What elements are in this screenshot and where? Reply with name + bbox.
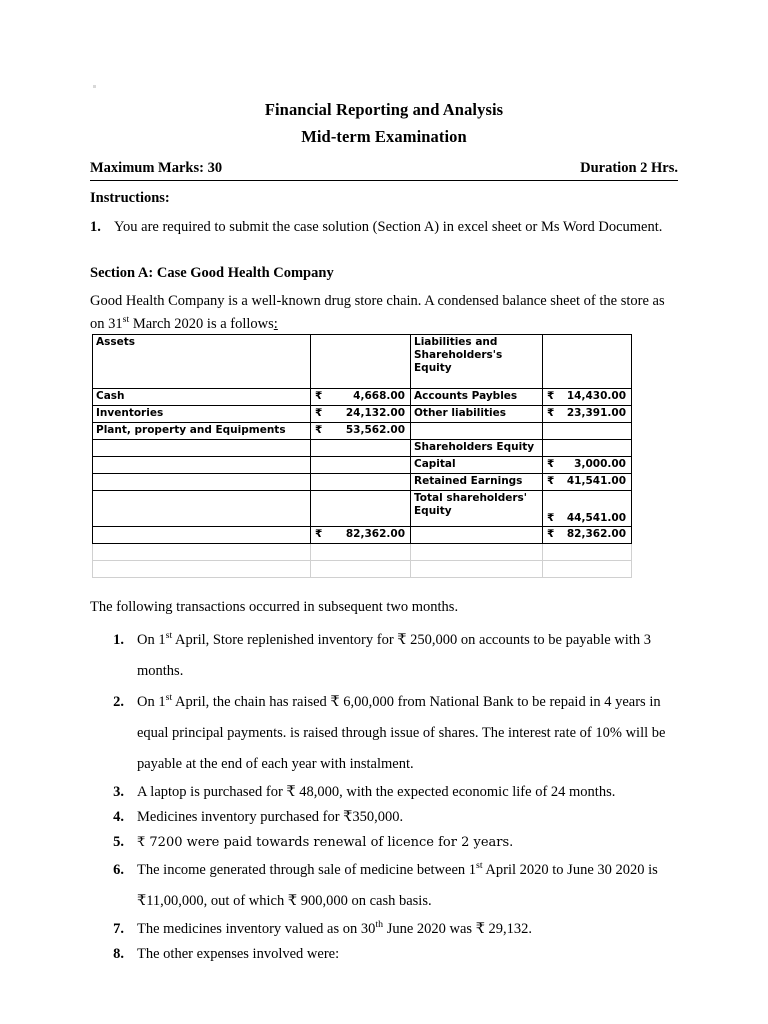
- list-item-number: 6.: [113, 862, 124, 878]
- blank-cell: [411, 544, 543, 561]
- liability-amount-value: 23,391.00: [566, 407, 626, 419]
- asset-label-cell: Plant, property and Equipments: [93, 423, 311, 440]
- blank-cell: [311, 544, 411, 561]
- liability-label-cell: Capital: [411, 457, 543, 474]
- list-item-text-b: April, the chain has raised ₹ 6,00,000 from National Bank to be repaid in 4 years in equal principal payments. is raised through issue of shares. The interest rate of 10% will be payable at the end of each year with instalment.: [137, 694, 666, 772]
- list-item-text-a: On 1: [137, 632, 166, 648]
- asset-label-cell: Cash: [93, 389, 311, 406]
- list-item: [90, 855, 678, 917]
- rupee-icon: ₹: [315, 390, 323, 402]
- document-title-block: [90, 96, 678, 150]
- table-row-totals: [93, 527, 632, 544]
- total-liabilities-amount-cell: [543, 527, 632, 544]
- asset-amount-cell: [311, 491, 411, 527]
- asset-amount-value: 24,132.00: [345, 407, 405, 419]
- assets-amount-header-cell: [311, 335, 411, 389]
- total-shareholders-equity-label: Total shareholders' Equity: [411, 491, 543, 527]
- table-row-header: [93, 335, 632, 389]
- rupee-icon: ₹: [547, 512, 555, 524]
- list-item-text-a: The income generated through sale of medicine between 1: [137, 862, 477, 878]
- table-row: [93, 440, 632, 457]
- liability-label-cell: [411, 423, 543, 440]
- list-item: [90, 780, 678, 805]
- marks-duration-row: [90, 159, 678, 177]
- transactions-list: [90, 625, 678, 967]
- list-item-ordinal: st: [165, 630, 173, 642]
- asset-label-cell: [93, 440, 311, 457]
- total-liabilities-value: 82,362.00: [566, 528, 626, 540]
- section-a-heading: Section A: Case Good Health Company: [90, 265, 334, 281]
- balance-sheet-table: [92, 334, 632, 578]
- list-item-text: Medicines inventory purchased for ₹350,000.: [137, 809, 404, 825]
- rupee-icon: ₹: [547, 390, 555, 402]
- list-item-number: 2.: [113, 694, 124, 710]
- total-shareholders-equity-value: 44,541.00: [566, 512, 626, 524]
- rupee-icon: ₹: [547, 475, 555, 487]
- liability-amount-value: 3,000.00: [574, 458, 626, 470]
- list-item-number: 7.: [113, 921, 124, 937]
- asset-amount-cell: [311, 440, 411, 457]
- table-row-blank: [93, 544, 632, 561]
- rupee-icon: ₹: [547, 407, 555, 419]
- table-row-blank: [93, 561, 632, 578]
- list-item-text-b: April 2020 to June 30 2020 is ₹11,00,000, out of which ₹ 900,000 on cash basis.: [137, 862, 658, 909]
- asset-amount-cell: [311, 423, 411, 440]
- liabilities-header-cell: Liabilities and Shareholders's Equity: [411, 335, 543, 389]
- asset-amount-cell: [311, 474, 411, 491]
- table-row: [93, 474, 632, 491]
- case-intro-colon: :: [273, 316, 278, 332]
- rupee-icon: ₹: [547, 458, 555, 470]
- case-intro-paragraph: [90, 290, 678, 336]
- rupee-icon: ₹: [315, 407, 323, 419]
- page-title: Financial Reporting and Analysis: [264, 100, 504, 119]
- asset-label-cell: Inventories: [93, 406, 311, 423]
- list-item-number: 1.: [113, 632, 124, 648]
- list-item-ordinal: st: [476, 860, 483, 872]
- list-item-text: [137, 855, 678, 917]
- list-item-text: The other expenses involved were:: [137, 946, 340, 962]
- transactions-intro: The following transactions occurred in subsequent two months.: [90, 599, 459, 615]
- liabilities-amount-header-cell: [543, 335, 632, 389]
- liability-label-cell: Other liabilities: [411, 406, 543, 423]
- asset-amount-value: 4,668.00: [353, 390, 405, 402]
- total-assets-value: 82,362.00: [345, 528, 405, 540]
- table-row: [93, 423, 632, 440]
- liability-amount-value: 14,430.00: [566, 390, 626, 402]
- list-item-text: ₹ 7200 were paid towards renewal of licence for 2 years.: [137, 835, 514, 850]
- list-item: [90, 917, 678, 942]
- total-assets-label-cell: [93, 527, 311, 544]
- asset-label-cell: [93, 491, 311, 527]
- table-row: [93, 389, 632, 406]
- total-shareholders-equity-amount: [543, 491, 632, 527]
- instruction-item-1: [90, 217, 678, 238]
- list-item-text-a: On 1: [137, 694, 166, 710]
- list-item-text: [137, 625, 678, 687]
- list-item-number: 5.: [113, 834, 124, 850]
- liability-amount-cell: [543, 474, 632, 491]
- asset-label-cell: [93, 457, 311, 474]
- liability-amount-cell: [543, 457, 632, 474]
- case-intro-text-2: March 2020 is a follows: [129, 316, 274, 332]
- asset-amount-cell: [311, 457, 411, 474]
- liability-label-cell: Accounts Paybles: [411, 389, 543, 406]
- blank-cell: [411, 561, 543, 578]
- list-item: [90, 625, 678, 687]
- table-row: [93, 457, 632, 474]
- total-assets-amount-cell: [311, 527, 411, 544]
- liability-amount-cell: [543, 440, 632, 457]
- liability-amount-cell: [543, 406, 632, 423]
- liability-amount-cell: [543, 389, 632, 406]
- list-item-number: 4.: [113, 809, 124, 825]
- list-item: [90, 942, 678, 967]
- list-item: [90, 805, 678, 830]
- list-item-text: [137, 917, 678, 942]
- list-item-text: [137, 687, 678, 780]
- blank-cell: [93, 561, 311, 578]
- case-intro-ordinal: st: [122, 314, 130, 326]
- asset-amount-cell: [311, 406, 411, 423]
- list-item-text-b: June 2020 was ₹ 29,132.: [383, 921, 533, 937]
- blank-cell: [93, 544, 311, 561]
- instructions-heading: Instructions:: [90, 190, 170, 206]
- rupee-icon: ₹: [315, 528, 323, 540]
- list-item-number: 8.: [113, 946, 124, 962]
- page-artifact-speck: [93, 85, 96, 88]
- list-item-ordinal: th: [375, 919, 384, 931]
- list-item-text-b: April, Store replenished inventory for ₹ 250,000 on accounts to be payable with 3 months.: [137, 632, 651, 679]
- case-intro-text-1: Good Health Company is a well-known drug store chain. A condensed balance sheet of the store as on 31: [90, 293, 665, 332]
- blank-cell: [543, 544, 632, 561]
- header-divider: [90, 180, 678, 181]
- instruction-item-1-text: You are required to submit the case solution (Section A) in excel sheet or Ms Word Document.: [114, 219, 663, 235]
- maximum-marks-label: Maximum Marks: 30: [90, 160, 223, 176]
- asset-amount-value: 53,562.00: [345, 424, 405, 436]
- blank-cell: [311, 561, 411, 578]
- asset-label-cell: [93, 474, 311, 491]
- liability-amount-cell: [543, 423, 632, 440]
- asset-amount-cell: [311, 389, 411, 406]
- instruction-item-1-number: 1.: [90, 219, 101, 235]
- shareholders-equity-header-cell: Shareholders Equity: [411, 440, 543, 457]
- list-item: [90, 687, 678, 780]
- rupee-icon: ₹: [315, 424, 323, 436]
- list-item: [90, 830, 678, 855]
- list-item-number: 3.: [113, 784, 124, 800]
- list-item-text: A laptop is purchased for ₹ 48,000, with the expected economic life of 24 months.: [137, 784, 616, 800]
- liability-amount-value: 41,541.00: [566, 475, 626, 487]
- table-row: [93, 406, 632, 423]
- duration-label: Duration 2 Hrs.: [580, 160, 678, 176]
- page-subtitle: Mid-term Examination: [301, 127, 467, 146]
- assets-header-cell: Assets: [93, 335, 311, 389]
- blank-cell: [543, 561, 632, 578]
- total-liabilities-label-cell: [411, 527, 543, 544]
- list-item-text-a: The medicines inventory valued as on 30: [137, 921, 376, 937]
- list-item-ordinal: st: [165, 692, 173, 704]
- liability-label-cell: Retained Earnings: [411, 474, 543, 491]
- rupee-icon: ₹: [547, 528, 555, 540]
- table-row-total-shareholders-equity: [93, 491, 632, 527]
